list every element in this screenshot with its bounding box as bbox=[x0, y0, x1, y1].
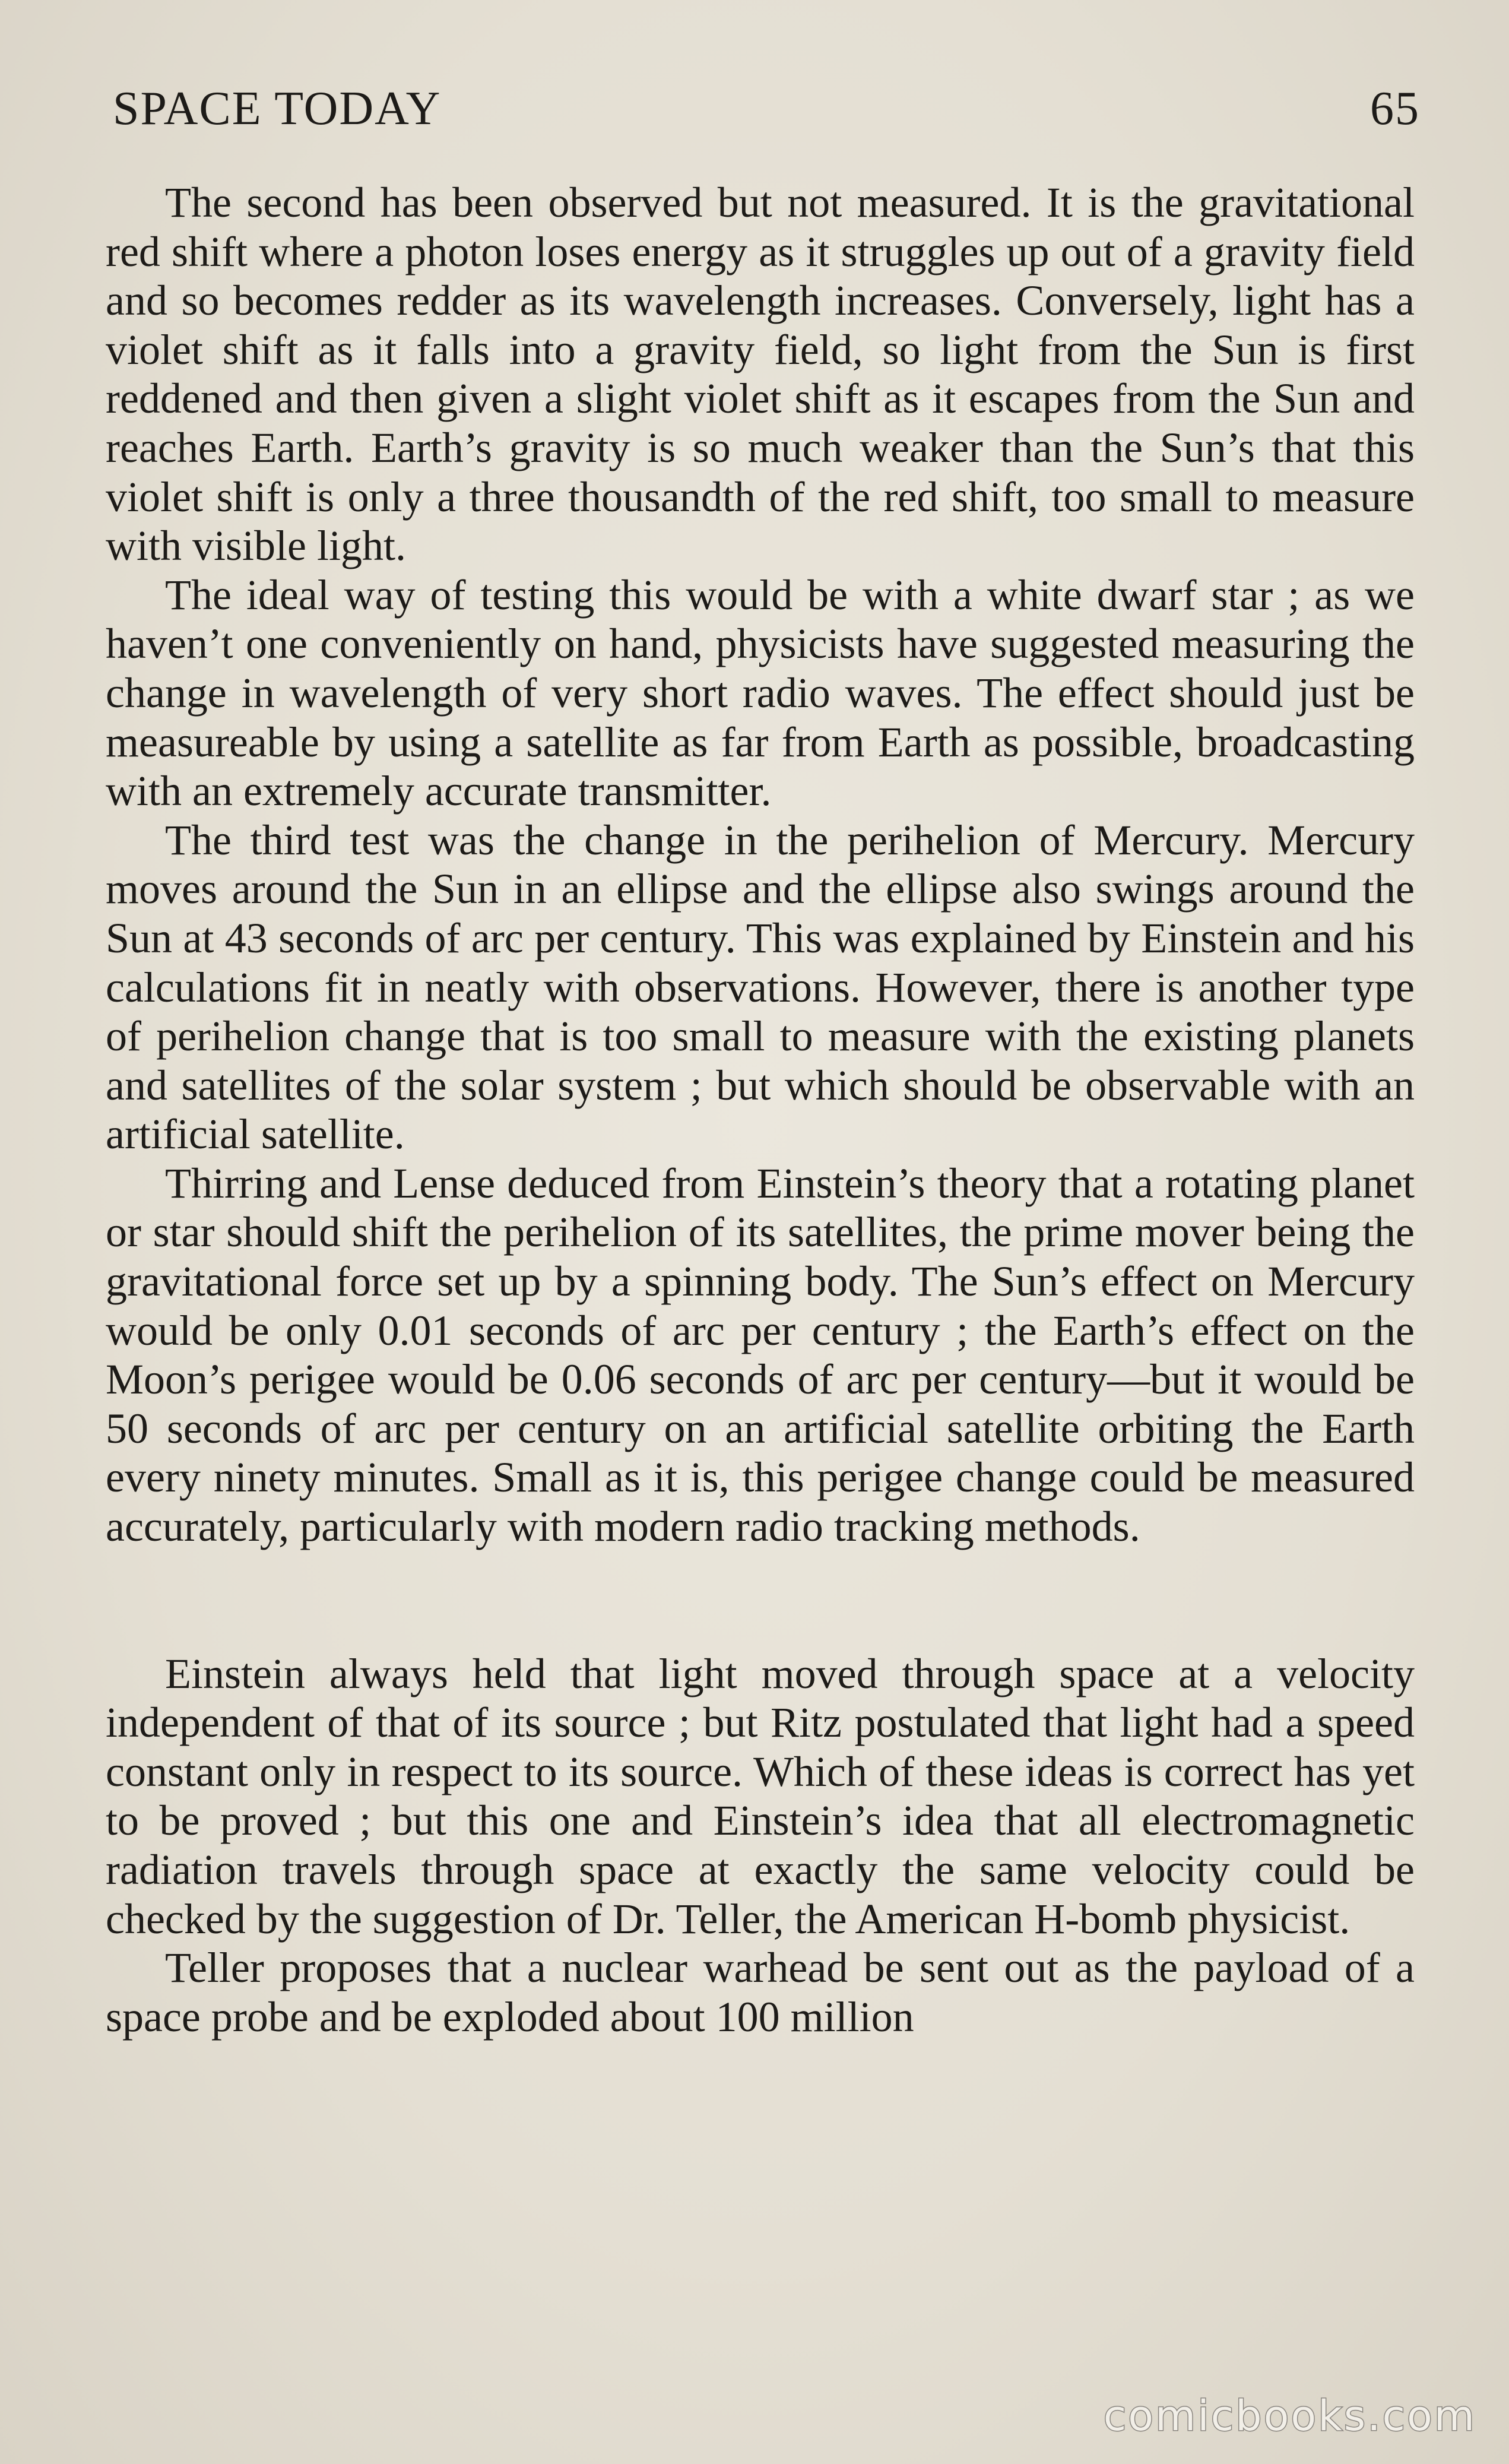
paragraph-einstein-ritz: Einstein always held that light moved through space at a velocity independent of that of its source ; but Ritz postulated that light had a speed constant only in respect to its source. Which of these ideas is correct has yet to be proved ; but this one and Einstein’s idea that all electromagnetic radiation travels through space at exactly the same velocity could be checked by the suggestion of Dr. Teller, the American H-bomb physicist. bbox=[106, 1649, 1415, 1943]
body-text bbox=[106, 178, 1415, 2041]
paragraph-white-dwarf: The ideal way of testing this would be with a white dwarf star ; as we haven’t one conveniently on hand, physicists have suggested measuring the change in wavelength of very short radio waves. The effect should just be measureable by using a satellite as far from Earth as possible, broadcasting with an extremely accurate transmitter. bbox=[106, 571, 1415, 815]
running-head-title: SPACE TODAY bbox=[113, 83, 442, 135]
watermark: comicbooks.com bbox=[1103, 2392, 1476, 2440]
paragraph-thirring-lense: Thirring and Lense deduced from Einstein’s theory that a rotating planet or star should shift the perihelion of its satellites, the prime mover being the gravitational force set up by a spinning body. The Sun’s effect on Mercury would be only 0.01 seconds of arc per century ; the Earth’s effect on the Moon’s perigee would be 0.06 seconds of arc per century—but it would be 50 seconds of arc per century on an artificial satellite orbiting the Earth every ninety minutes. Small as it is, this perigee change could be measured accurately, particularly with modern radio tracking methods. bbox=[106, 1159, 1415, 1551]
paragraph-teller-proposal: Teller proposes that a nuclear warhead be sent out as the payload of a space probe and be exploded about 100 million bbox=[106, 1944, 1415, 2041]
running-head bbox=[113, 76, 1420, 141]
page-number: 65 bbox=[1370, 83, 1420, 135]
paragraph-mercury-perihelion: The third test was the change in the perihelion of Mercury. Mercury moves around the Sun in an ellipse and the ellipse also swings around the Sun at 43 seconds of arc per century. This was explained by Einstein and his calculations fit in neatly with observations. However, there is another type of perihelion change that is too small to measure with the existing planets and satellites of the solar system ; but which should be observable with an artificial satellite. bbox=[106, 816, 1415, 1158]
paragraph-red-shift: The second has been observed but not measured. It is the gravitational red shift where a photon loses energy as it struggles up out of a gravity field and so becomes redder as its wavelength increases. Conversely, light has a violet shift as it falls into a gravity field, so light from the Sun is first reddened and then given a slight violet shift as it escapes from the Sun and reaches Earth. Earth’s gravity is so much weaker than the Sun’s that this violet shift is only a three thousandth of the red shift, too small to measure with visible light. bbox=[106, 179, 1415, 570]
